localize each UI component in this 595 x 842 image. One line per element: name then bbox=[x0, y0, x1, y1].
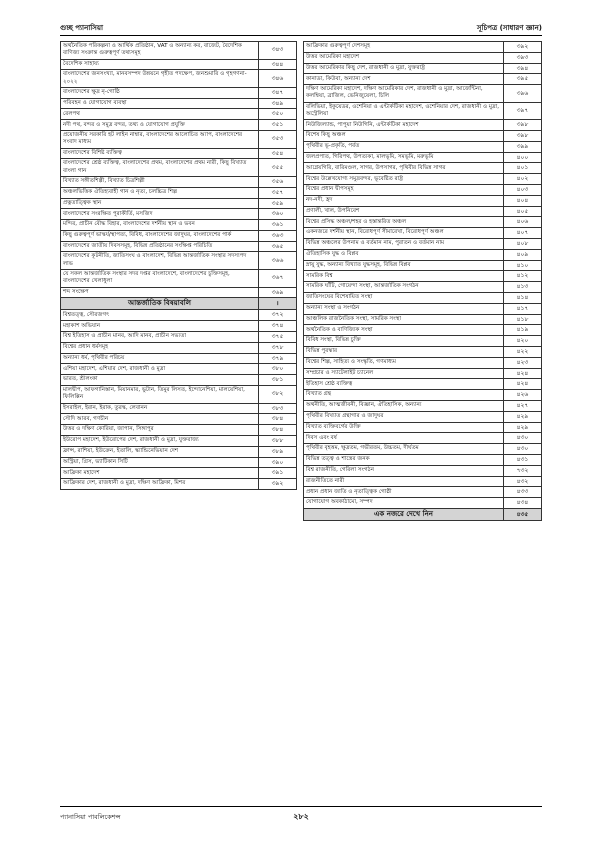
toc-row bbox=[61, 342, 297, 353]
toc-entry-page: ৪০৩ bbox=[504, 185, 542, 196]
toc-entry-page: । bbox=[259, 298, 297, 310]
toc-entry-page: ৩৮০ bbox=[259, 364, 297, 375]
toc-entry-page: ৩৪৪ bbox=[259, 59, 297, 70]
toc-row bbox=[61, 148, 297, 159]
toc-entry-title: ইসরাইল, ইরান, ইরাক, তুরস্ক, লেবানন bbox=[61, 403, 259, 414]
toc-entry-page: ৩৭৯ bbox=[259, 353, 297, 364]
toc-entry-title: অন্যান্য ধর্ম, পৃথিবীর পরিচয় bbox=[61, 353, 259, 364]
toc-entry-title: ফ্রান্স, রাশিয়া, ইউক্রেন, ইতালি, স্ক্যান্ডিনেভিয়ান দেশ bbox=[61, 446, 259, 457]
toc-entry-title: প্রয়োজনীয় সরকারি হট লাইন নাম্বার, বাংলাদেশের আলোচিত অ্যাপ, বাংলাদেশের সংবাদ মাধ্যম bbox=[61, 131, 259, 149]
toc-entry-title: যোগাযোগ অবকাঠামো, সম্পদ bbox=[304, 498, 504, 509]
toc-entry-page: ৩৯০ bbox=[259, 457, 297, 468]
toc-row bbox=[304, 163, 542, 174]
toc-entry-page: ৩৬১ bbox=[259, 220, 297, 231]
header-book-title: গুচ্ছ প্যানাসিয়া bbox=[60, 24, 104, 32]
toc-entry-page: ৪০৯ bbox=[504, 249, 542, 260]
toc-entry-title: পরিবহন ও যোগাযোগ ব্যবস্থা bbox=[61, 98, 259, 109]
toc-row bbox=[304, 141, 542, 152]
toc-entry-page: ৪০২ bbox=[504, 174, 542, 185]
toc-entry-page: ৪২৪ bbox=[504, 379, 542, 390]
toc-entry-page: ৪১৮ bbox=[504, 314, 542, 325]
toc-entry-title: প্রণালী, খাল, উপনিবেশ bbox=[304, 206, 504, 217]
toc-row bbox=[304, 239, 542, 250]
toc-entry-page: ৩৫১ bbox=[259, 120, 297, 131]
toc-row bbox=[61, 70, 297, 88]
toc-entry-title: দিবস এবং বর্ষ bbox=[304, 433, 504, 444]
toc-row bbox=[304, 422, 542, 433]
toc-entry-page: ৭৩২ bbox=[504, 465, 542, 476]
toc-entry-title: উত্তর আমেরিকার কিছু দেশ, রাজধানী ও মুদ্রা, যুক্তরাষ্ট্র bbox=[304, 63, 504, 74]
toc-entry-page: ৩৪৯ bbox=[259, 98, 297, 109]
toc-entry-title: বিশ্বের প্রধান ধর্মসমূহ bbox=[61, 342, 259, 353]
toc-entry-title: বাংলাদেশের শ্রেষ্ঠ ব্যক্তিত্ব, বাংলাদেশের প্রথম, বাংলাদেশের প্রথম নারী, কিছু বিখ্যাত বাংলা গান bbox=[61, 159, 259, 177]
toc-entry-page: ৪১৭ bbox=[504, 303, 542, 314]
toc-entry-title: মহাকাশ অভিযান bbox=[61, 321, 259, 332]
toc-row bbox=[304, 120, 542, 131]
toc-row bbox=[304, 63, 542, 74]
toc-entry-title: উত্তর আমেরিকা মহাদেশ bbox=[304, 52, 504, 63]
toc-row bbox=[304, 152, 542, 163]
toc-entry-page: ৩৮৮ bbox=[259, 435, 297, 446]
toc-entry-title: বিশ্ব রাজনীতি, গেরিলা সংগঠন bbox=[304, 465, 504, 476]
toc-entry-title: উত্তর ও দক্ষিণ কোরিয়া, জাপান, সিঙ্গাপুর bbox=[61, 425, 259, 436]
toc-entry-title: আফ্রিকার গুরুত্বপূর্ণ দেশসমূহ bbox=[304, 42, 504, 53]
toc-row bbox=[61, 252, 297, 270]
toc-entry-page: ৩৬৭ bbox=[259, 270, 297, 288]
toc-row bbox=[304, 498, 542, 509]
toc-entry-page: ৩৬৯ bbox=[259, 287, 297, 298]
toc-row bbox=[61, 364, 297, 375]
toc-entry-page: ৩৬৬ bbox=[259, 252, 297, 270]
page-header bbox=[60, 22, 542, 34]
toc-entry-title: জলপ্রপাত, গিরিপথ, উপত্যকা, মালভূমি, সমভূমি, মরুভূমি bbox=[304, 152, 504, 163]
toc-row bbox=[61, 42, 297, 60]
toc-row bbox=[304, 390, 542, 401]
toc-row bbox=[61, 435, 297, 446]
toc-row bbox=[61, 120, 297, 131]
toc-entry-title: বৈদেশিক সাহায্য bbox=[61, 59, 259, 70]
toc-entry-title: আফ্রিকা মহাদেশ bbox=[61, 468, 259, 479]
toc-row bbox=[61, 270, 297, 288]
toc-entry-title: নিউজিল্যান্ড, পাপুয়া নিউগিনি, এন্টার্কটিকা মহাদেশ bbox=[304, 120, 504, 131]
toc-entry-page: ৩৭৮ bbox=[259, 342, 297, 353]
toc-entry-page: ৩৭৪ bbox=[259, 321, 297, 332]
toc-entry-page: ৩৬০ bbox=[259, 209, 297, 220]
toc-row bbox=[304, 195, 542, 206]
toc-row bbox=[304, 465, 542, 476]
toc-entry-title: বিশেষ কিছু অঞ্চল bbox=[304, 131, 504, 142]
toc-entry-title: যে সকল আন্তর্জাতিক সংস্থার সদর দপ্তর বাংলাদেশে, বাংলাদেশের চুক্তিসমূহ, বাংলাদেশের খেলাধুলা bbox=[61, 270, 259, 288]
page-footer bbox=[60, 808, 542, 820]
toc-row bbox=[304, 206, 542, 217]
toc-entry-page: ৪২৩ bbox=[504, 357, 542, 368]
toc-row bbox=[61, 241, 297, 252]
toc-row bbox=[61, 59, 297, 70]
toc-entry-title: বিশ্বের প্রসিদ্ধ অঞ্চল/শহর ও হস্তান্তরিত অঞ্চল bbox=[304, 217, 504, 228]
toc-row bbox=[304, 293, 542, 304]
toc-row bbox=[61, 87, 297, 98]
toc-entry-title: পৃথিবীর বৃহত্তম, ক্ষুদ্রতম, গভীরতম, উচ্চতম, দীর্ঘতম bbox=[304, 444, 504, 455]
toc-entry-title: বিশ্বতত্ত্ব, সৌরজগৎ bbox=[61, 310, 259, 321]
toc-entry-page: ৪০৫ bbox=[504, 206, 542, 217]
toc-entry-title: জাতিসংঘের বিশেষায়িত সংস্থা bbox=[304, 293, 504, 304]
toc-entry-page: ৪২৯ bbox=[504, 411, 542, 422]
toc-entry-page: ৩৪৬ bbox=[259, 70, 297, 88]
toc-row bbox=[304, 325, 542, 336]
toc-row bbox=[304, 228, 542, 239]
toc-entry-page: ৩৮৯ bbox=[259, 446, 297, 457]
toc-entry-title: পৃথিবীর বিখ্যাত গ্রন্থাগার ও জাদুঘর bbox=[304, 411, 504, 422]
toc-row bbox=[304, 400, 542, 411]
toc-row bbox=[304, 487, 542, 498]
toc-row bbox=[61, 468, 297, 479]
section-heading-row bbox=[61, 298, 297, 310]
toc-entry-title: আগ্নেয়গিরি, বারিমণ্ডল, সাগর, উপসাগর, পৃথিবীর বিভিন্ন সাগর bbox=[304, 163, 504, 174]
toc-entry-title: এশিয়া মহাদেশ, এশিয়ার দেশ, রাজধানী ও মুদ্রা bbox=[61, 364, 259, 375]
toc-row bbox=[304, 185, 542, 196]
toc-entry-page: ৩৮১ bbox=[259, 375, 297, 386]
toc-entry-page: ৪২৭ bbox=[504, 400, 542, 411]
toc-row bbox=[304, 131, 542, 142]
toc-entry-page: ৩৯৯ bbox=[504, 141, 542, 152]
toc-row bbox=[304, 260, 542, 271]
toc-entry-title: বাংলাদেশের জাতীয় দিবসসমূহ, বিভিন্ন প্রতিষ্ঠানের সংক্ষিপ্ত পরিচিতি bbox=[61, 241, 259, 252]
toc-entry-title: ইতিহাস শ্রেষ্ঠ ব্যক্তিত্ব bbox=[304, 379, 504, 390]
toc-entry-title: নদী পথ, বন্দর ও সমুদ্র বন্দর, তথ্য ও যোগাযোগ প্রযুক্তি bbox=[61, 120, 259, 131]
toc-row bbox=[61, 386, 297, 404]
toc-entry-title: অর্থনৈতিক পরিকল্পনা ও আর্থিক প্রতিষ্ঠান, VAT ও অন্যান্য কর, বাজেট, বৈদেশিক বাণিজ্য সংক্রান্ত গুরুত্বপূর্ণ তথ্যসমূহ bbox=[61, 42, 259, 60]
toc-entry-title: ঐতিহাসিক যুদ্ধ ও বিপ্লব bbox=[304, 249, 504, 260]
toc-entry-page: ৪৩৪ bbox=[504, 498, 542, 509]
toc-entry-page: ৪৩১ bbox=[504, 454, 542, 465]
toc-row bbox=[304, 433, 542, 444]
toc-entry-page: ৩৪৭ bbox=[259, 87, 297, 98]
toc-entry-title: বিশ্বের উল্লেখযোগ্য সমুদ্রবন্দর, ভূবেষ্টিত রাষ্ট্র bbox=[304, 174, 504, 185]
toc-entry-page: ৩৮৪ bbox=[259, 425, 297, 436]
toc-entry-title: বাংলাদেশের কূটনীতি, জাতিসংঘ ও বাংলাদেশ, বিভিন্ন আন্তর্জাতিক সংস্থার সদস্যপদ লাভ bbox=[61, 252, 259, 270]
toc-row bbox=[61, 187, 297, 198]
toc-table-right bbox=[303, 41, 542, 521]
toc-entry-title: বিভিন্ন পুরস্কার bbox=[304, 346, 504, 357]
toc-row bbox=[304, 444, 542, 455]
header-section-title: সূচিপত্র (সাধারণ জ্ঞান) bbox=[476, 24, 542, 32]
toc-entry-title: বিবিধ সংস্থা, বিভিন্ন চুক্তি bbox=[304, 336, 504, 347]
toc-row bbox=[61, 159, 297, 177]
toc-entry-page: ৩৫৭ bbox=[259, 187, 297, 198]
toc-entry-title: বিশ্বের শিল্প, সাহিত্য ও সংস্কৃতি, গণমাধ্যম bbox=[304, 357, 504, 368]
toc-row bbox=[61, 332, 297, 343]
toc-entry-page: ৩৫০ bbox=[259, 109, 297, 120]
toc-row bbox=[304, 271, 542, 282]
toc-entry-title: সামরিক ঘাঁটি, গোয়েন্দা সংস্থা, আন্তর্জাতিক সংগঠন bbox=[304, 282, 504, 293]
toc-entry-title: এক নজরে দেখে নিন bbox=[304, 508, 504, 520]
toc-entry-title: সৌদি আরব, গণচীন bbox=[61, 414, 259, 425]
toc-row bbox=[304, 379, 542, 390]
toc-row bbox=[304, 411, 542, 422]
toc-row bbox=[304, 174, 542, 185]
toc-entry-title: রেলপথ bbox=[61, 109, 259, 120]
toc-entry-page: ৩৭২ bbox=[259, 310, 297, 321]
page-number: ২৮২ bbox=[293, 812, 309, 821]
toc-row bbox=[304, 74, 542, 85]
toc-entry-title: প্রধান প্রধান জাতি ও নৃতাত্ত্বিক গোষ্ঠী bbox=[304, 487, 504, 498]
toc-row bbox=[304, 52, 542, 63]
toc-entry-title: অর্থনীতি, আত্মজীবনী, বিজ্ঞান, ঐতিহাসিক, অন্যান্য bbox=[304, 400, 504, 411]
toc-row bbox=[304, 357, 542, 368]
quick-look-row bbox=[304, 508, 542, 520]
toc-entry-title: একনজরে দর্শনীয় স্থান, বিরোধপূর্ণ সীমারেখা, বিরোধপূর্ণ অঞ্চল bbox=[304, 228, 504, 239]
toc-entry-title: সামরিক বিশ্ব bbox=[304, 271, 504, 282]
toc-entry-title: আফ্রিকার দেশ, রাজধানী ও মুদ্রা, দক্ষিণ আফ্রিকা, মিশর bbox=[61, 479, 259, 490]
toc-entry-title: মালদ্বীপ, আফগানিস্তান, মিয়ানমার, ভুটান, তিমুর লিসত, ইন্দোনেশিয়া, মালয়েশিয়া, ফিলিপ্পিন bbox=[61, 386, 259, 404]
toc-entry-page: ৩৫৯ bbox=[259, 198, 297, 209]
toc-entry-page: ৪০০ bbox=[504, 152, 542, 163]
toc-entry-title: বিশ্ব ইতিহাস ও প্রাচীন মানব, আদি মানব, প্রাচীন সভ্যতা bbox=[61, 332, 259, 343]
toc-row bbox=[61, 457, 297, 468]
toc-entry-page: ৪১২ bbox=[504, 271, 542, 282]
toc-entry-title: বাংলাদেশের বিশিষ্ট ব্যক্তিত্ব bbox=[61, 148, 259, 159]
toc-entry-page: ৩৯২ bbox=[504, 42, 542, 53]
toc-entry-page: ৪৩০ bbox=[504, 433, 542, 444]
toc-row bbox=[61, 375, 297, 386]
toc-entry-title: স্নায়ু যুদ্ধ, অন্যান্য বিখ্যাত যুদ্ধসমূহ, বিভিন্ন বিপ্লব bbox=[304, 260, 504, 271]
toc-entry-page: ৩৯৮ bbox=[504, 120, 542, 131]
toc-entry-page: ৩৯৪ bbox=[504, 63, 542, 74]
toc-row bbox=[304, 85, 542, 103]
toc-table-left bbox=[60, 41, 297, 490]
toc-row bbox=[61, 220, 297, 231]
toc-entry-page: ৩৯৭ bbox=[504, 102, 542, 120]
toc-entry-title: ভারত, শ্রীলংকা bbox=[61, 375, 259, 386]
toc-entry-title: বাংলাদেশের সংরক্ষিত পুরাকীর্তি, মসজিদ bbox=[61, 209, 259, 220]
toc-row bbox=[304, 314, 542, 325]
toc-entry-page: ৪১৯ bbox=[504, 325, 542, 336]
toc-entry-page: ৪০১ bbox=[504, 163, 542, 174]
toc-entry-page: ৩৬৩ bbox=[259, 230, 297, 241]
toc-entry-title: বিশ্বের প্রধান দ্বীপসমূহ bbox=[304, 185, 504, 196]
toc-entry-page: ৩৯১ bbox=[259, 468, 297, 479]
toc-entry-title: বিখ্যাত সঙ্গীতশিল্পী, বিখ্যাত চিত্রশিল্পী bbox=[61, 176, 259, 187]
toc-entry-title: বিভিন্ন তত্ত্ব ও শাস্ত্রের জনক bbox=[304, 454, 504, 465]
toc-entry-page: ৩৫৬ bbox=[259, 176, 297, 187]
toc-row bbox=[61, 131, 297, 149]
toc-row bbox=[304, 368, 542, 379]
toc-entry-page: ৪১০ bbox=[504, 260, 542, 271]
toc-row bbox=[61, 230, 297, 241]
toc-entry-title: মন্দির, প্রাচীন বৌদ্ধ বিহার, বাংলাদেশের দর্শনীয় স্থান ও ভবন bbox=[61, 220, 259, 231]
toc-entry-page: ৪২২ bbox=[504, 346, 542, 357]
toc-entry-page: ৪২৪ bbox=[504, 368, 542, 379]
toc-entry-title: বলিভিয়া, ইকুয়েডর, ওশেনিয়া ও এন্টার্কটিকা মহাদেশ, ওশেনিয়ার দেশ, রাজধানী ও মুদ্রা, অস্ট্রেলিয়া bbox=[304, 102, 504, 120]
toc-row bbox=[61, 98, 297, 109]
toc-entry-title: বাংলাদেশের ক্ষুদ্র নৃ-গোষ্ঠি bbox=[61, 87, 259, 98]
toc-entry-page: ৪০৬ bbox=[504, 217, 542, 228]
toc-entry-title: প্রত্নতাত্ত্বিক স্থান bbox=[61, 198, 259, 209]
footer-divider bbox=[60, 806, 542, 807]
toc-entry-page: ৩৭৫ bbox=[259, 332, 297, 343]
toc-entry-title: শব্দ সংক্ষেপ bbox=[61, 287, 259, 298]
toc-row bbox=[61, 353, 297, 364]
toc-entry-title: ইউরোপ মহাদেশ, ইউরোপের দেশ, রাজধানী ও মুদ্রা, যুক্তরাজ্য bbox=[61, 435, 259, 446]
toc-entry-page: ৪২৬ bbox=[504, 390, 542, 401]
toc-row bbox=[304, 454, 542, 465]
toc-entry-page: ৩৯৫ bbox=[504, 74, 542, 85]
toc-entry-page: ৪২০ bbox=[504, 336, 542, 347]
toc-row bbox=[304, 282, 542, 293]
toc-row bbox=[61, 109, 297, 120]
toc-entry-page: ৩৫৪ bbox=[259, 148, 297, 159]
toc-row bbox=[61, 479, 297, 490]
toc-entry-title: নদ-নদী, হ্রদ bbox=[304, 195, 504, 206]
toc-entry-title: বিখ্যাত গ্রন্থ bbox=[304, 390, 504, 401]
toc-row bbox=[304, 102, 542, 120]
toc-entry-title: অন্যান্য সংস্থা ও সংগঠন bbox=[304, 303, 504, 314]
section-heading: আন্তর্জাতিক বিষয়াবলি bbox=[61, 298, 259, 310]
publisher-name: প্যানাসিয়া পাবলিকেশন্স bbox=[60, 813, 121, 821]
toc-row bbox=[304, 217, 542, 228]
toc-entry-page: ৩৯৬ bbox=[504, 85, 542, 103]
toc-entry-page: ৪১৪ bbox=[504, 293, 542, 304]
toc-entry-title: কিছু গুরুত্বপূর্ণ ভাস্কর্য/স্থাপত্য, বিবিধ, বাংলাদেশের জাদুঘর, বাংলাদেশের পার্ক bbox=[61, 230, 259, 241]
toc-entry-page: ৪০৪ bbox=[504, 195, 542, 206]
toc-entry-title: বিভিন্ন অঞ্চলের উপনাম ও বর্তমান নাম, পুরাতন ও বর্তমান নাম bbox=[304, 239, 504, 250]
toc-entry-page: ৪০৭ bbox=[504, 228, 542, 239]
toc-entry-page: ৪৩৫ bbox=[504, 508, 542, 520]
toc-entry-page: ৪৩২ bbox=[504, 476, 542, 487]
toc-entry-page: ৪৩০ bbox=[504, 444, 542, 455]
toc-entry-page: ৩৯৩ bbox=[504, 52, 542, 63]
toc-entry-page: ৪২৯ bbox=[504, 422, 542, 433]
toc-entry-title: পৃথিবীর ভূ-প্রকৃতি, পর্বত bbox=[304, 141, 504, 152]
toc-entry-page: ৩৫৫ bbox=[259, 159, 297, 177]
toc-entry-title: অস্ট্রিয়া, গ্রিস, ভ্যাটিকান সিটি bbox=[61, 457, 259, 468]
toc-entry-page: ৩৫৩ bbox=[259, 131, 297, 149]
toc-entry-page: ৪০৮ bbox=[504, 239, 542, 250]
toc-row bbox=[61, 287, 297, 298]
toc-row bbox=[61, 446, 297, 457]
toc-row bbox=[61, 198, 297, 209]
toc-entry-page: ৩৮৪ bbox=[259, 414, 297, 425]
toc-entry-title: রাজনীতিতে নারী bbox=[304, 476, 504, 487]
toc-entry-page: ৩৮২ bbox=[259, 386, 297, 404]
toc-entry-title: সম্প্রচার ও স্যাটেলাইট চ্যানেল bbox=[304, 368, 504, 379]
toc-entry-title: দক্ষিণ আমেরিকা মহাদেশ, দক্ষিণ আমেরিকার দেশ, রাজধানী ও মুদ্রা, আর্জেন্টিনা, কলম্বিয়া, ব্রাজিল, ভেনিজুয়েলা, চিলি bbox=[304, 85, 504, 103]
toc-row bbox=[304, 346, 542, 357]
toc-row bbox=[61, 425, 297, 436]
toc-entry-page: ৩৮৩ bbox=[259, 403, 297, 414]
toc-row bbox=[304, 42, 542, 53]
toc-row bbox=[61, 310, 297, 321]
toc-entry-title: কানাডা, কিউবা, অন্যান্য দেশ bbox=[304, 74, 504, 85]
toc-entry-page: ৪১৩ bbox=[504, 282, 542, 293]
toc-entry-page: ৩৯৮ bbox=[504, 131, 542, 142]
toc-row bbox=[304, 303, 542, 314]
toc-row bbox=[61, 403, 297, 414]
toc-entry-title: বিখ্যাত ব্যক্তিবর্গের উক্তি bbox=[304, 422, 504, 433]
header-divider bbox=[60, 35, 542, 36]
toc-entry-title: বাংলাদেশের জনসংখ্যা, মানবসম্পদ উন্নয়নে গৃহীত পদক্ষেপ, জনশুমারি ও গৃহগণনা- ২০২২ bbox=[61, 70, 259, 88]
toc-row bbox=[61, 209, 297, 220]
toc-entry-page: ৪৩৩ bbox=[504, 487, 542, 498]
toc-row bbox=[61, 176, 297, 187]
toc-entry-page: ৩৪৩ bbox=[259, 42, 297, 60]
toc-entry-page: ৩৬৫ bbox=[259, 241, 297, 252]
toc-row bbox=[304, 336, 542, 347]
toc-row bbox=[304, 249, 542, 260]
toc-entry-title: অঞ্চলভিত্তিক ঐতিহ্যবাহী গান ও নৃত্য, চলচ্চিত্র শিল্প bbox=[61, 187, 259, 198]
toc-entry-page: ৩৯২ bbox=[259, 479, 297, 490]
toc-row bbox=[61, 321, 297, 332]
toc-entry-title: অর্থনৈতিক ও বাণিজ্যিক সংস্থা bbox=[304, 325, 504, 336]
toc-row bbox=[61, 414, 297, 425]
toc-entry-title: আঞ্চলিক রাজনৈতিক সংস্থা, সামরিক সংস্থা bbox=[304, 314, 504, 325]
toc-row bbox=[304, 476, 542, 487]
